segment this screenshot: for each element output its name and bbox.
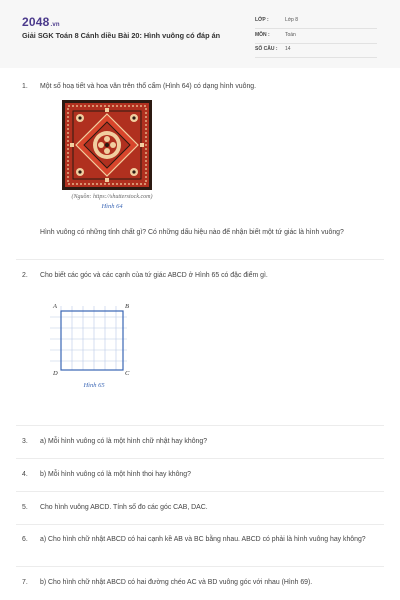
question-number: 1. xyxy=(22,83,28,90)
question-text: b) Cho hình chữ nhật ABCD có hai đường chéo AC và BD vuông góc với nhau (Hình 69). xyxy=(40,579,313,586)
vertex-label-c: C xyxy=(125,370,130,377)
question-text: a) Mỗi hình vuông có là một hình chữ nhật hay không? xyxy=(40,438,208,445)
question-text: Một số hoạ tiết và hoa văn trên thổ cẩm (Hình 64) có dạng hình vuông. xyxy=(40,83,257,90)
question-text: b) Mỗi hình vuông có là một hình thoi hay không? xyxy=(40,471,191,478)
question-1-prompt: Hình vuông có những tính chất gì? Có những dấu hiệu nào để nhận biết một tứ giác là hình vuông? xyxy=(40,229,344,236)
meta-key: LỚP : xyxy=(255,17,269,23)
figure-65-caption: Hình 65 xyxy=(83,382,105,389)
question-number: 2. xyxy=(22,272,28,279)
question-number: 5. xyxy=(22,504,28,511)
question-number: 3. xyxy=(22,438,28,445)
figure-source: (Nguồn: https://shutterstock.com) xyxy=(71,194,153,200)
question-text: a) Cho hình chữ nhật ABCD có hai cạnh kề AB và BC bằng nhau. ABCD có phải là hình vuông hay không? xyxy=(40,536,366,543)
logo-main: 2048 xyxy=(22,15,50,29)
vertex-label-a: A xyxy=(53,303,57,310)
logo-tld: .vn xyxy=(50,22,60,28)
divider xyxy=(16,566,384,567)
question-number: 7. xyxy=(22,579,28,586)
question-text: Cho hình vuông ABCD. Tính số đo các góc CAB, DAC. xyxy=(40,504,208,511)
meta-value: Toán xyxy=(285,32,296,38)
meta-value: 14 xyxy=(285,46,291,52)
site-logo[interactable] xyxy=(22,15,60,29)
question-number: 6. xyxy=(22,536,28,543)
meta-value: Lớp 8 xyxy=(285,17,299,23)
divider xyxy=(16,491,384,492)
page-header xyxy=(0,0,400,68)
brocade-pattern-image xyxy=(62,100,152,190)
document-title: Giải SGK Toán 8 Cánh diều Bài 20: Hình vuông có đáp án xyxy=(22,31,221,40)
divider xyxy=(16,259,384,260)
question-number: 4. xyxy=(22,471,28,478)
question-text: Cho biết các góc và các cạnh của tứ giác ABCD ở Hình 65 có đặc điểm gì. xyxy=(40,272,268,279)
meta-key: MÔN : xyxy=(255,32,270,38)
meta-row-subject xyxy=(255,31,377,44)
vertex-label-d: D xyxy=(53,370,58,377)
vertex-label-b: B xyxy=(125,303,129,310)
figure-caption: Hình 64 xyxy=(101,203,123,210)
divider xyxy=(16,524,384,525)
meta-row-grade xyxy=(255,16,377,29)
divider xyxy=(16,458,384,459)
meta-key: SỐ CÂU : xyxy=(255,46,278,52)
divider xyxy=(16,425,384,426)
meta-row-count xyxy=(255,45,377,58)
